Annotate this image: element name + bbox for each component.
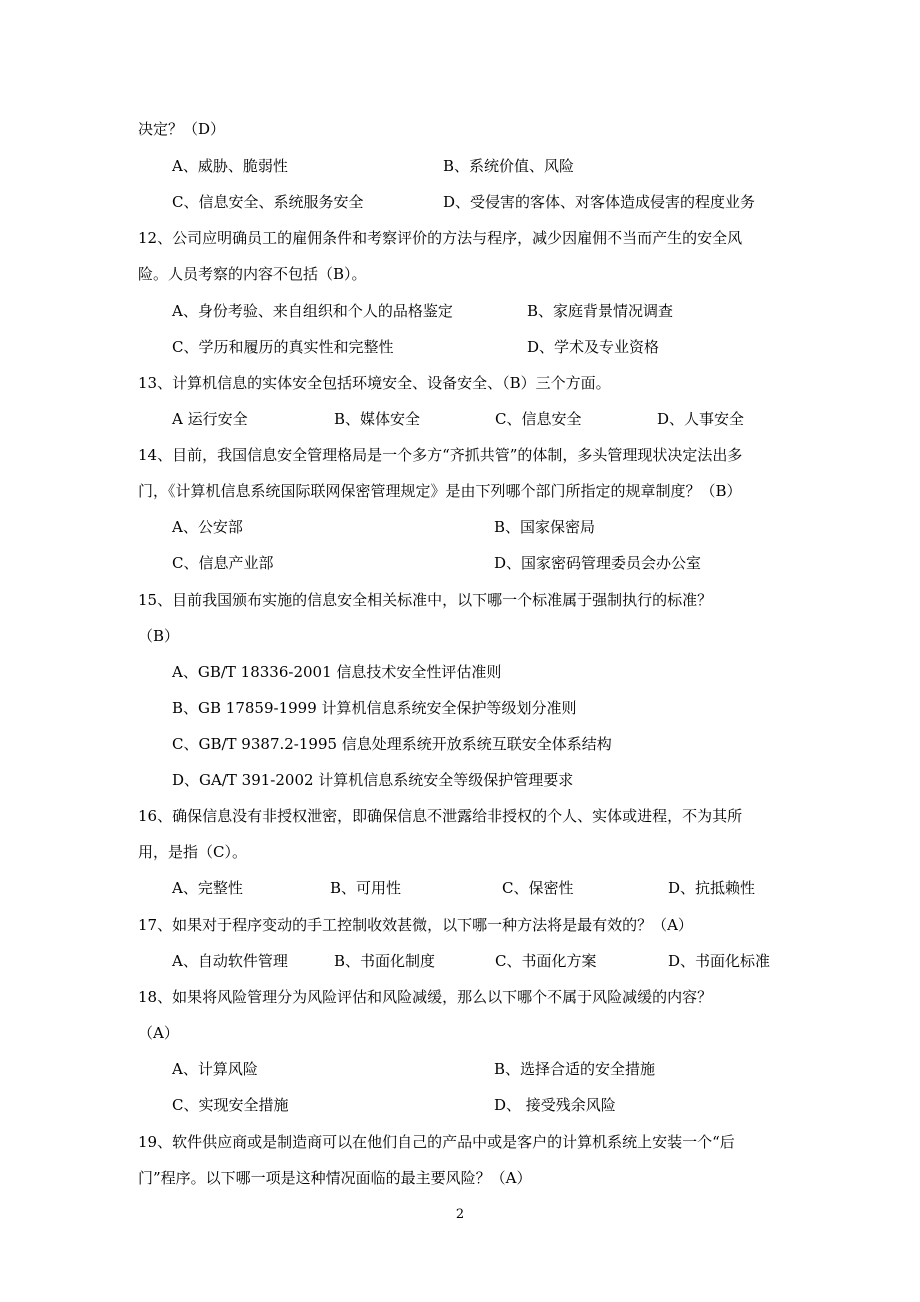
q11-option-c: C、信息安全、系统服务安全 bbox=[172, 193, 364, 211]
q15-option-d: D、GA/T 391-2002 计算机信息系统安全等级保护管理要求 bbox=[172, 771, 574, 789]
q13-option-c: C、信息安全 bbox=[495, 410, 582, 428]
question-18-line-1: 18、如果将风险管理分为风险评估和风险减缓，那么以下哪个不属于风险减缓的内容？ bbox=[138, 988, 713, 1006]
q16-option-c: C、保密性 bbox=[502, 879, 574, 897]
q17-option-b: B、书面化制度 bbox=[334, 952, 436, 970]
question-14-line-2: 门，《计算机信息系统国际联网保密管理规定》是由下列哪个部门所指定的规章制度？（B） bbox=[138, 482, 742, 500]
q17-option-d: D、书面化标准 bbox=[668, 952, 771, 970]
question-12-line-2: 险。人员考察的内容不包括（B）。 bbox=[138, 265, 367, 283]
q18-option-a: A、计算风险 bbox=[172, 1060, 258, 1078]
q12-option-b: B、家庭背景情况调查 bbox=[527, 302, 674, 320]
question-15-line-1: 15、目前我国颁布实施的信息安全相关标准中，以下哪一个标准属于强制执行的标准？ bbox=[138, 591, 713, 609]
question-19-line-1: 19、软件供应商或是制造商可以在他们自己的产品中或是客户的计算机系统上安装一个“后 bbox=[138, 1133, 735, 1151]
question-13: 13、计算机信息的实体安全包括环境安全、设备安全、（B）三个方面。 bbox=[138, 374, 611, 392]
q15-option-b: B、GB 17859-1999 计算机信息系统安全保护等级划分准则 bbox=[172, 699, 577, 717]
q13-option-d: D、人事安全 bbox=[657, 410, 745, 428]
q15-option-a: A、GB/T 18336-2001 信息技术安全性评估准则 bbox=[172, 663, 502, 681]
question-12-line-1: 12、公司应明确员工的雇佣条件和考察评价的方法与程序，减少因雇佣不当而产生的安全风 bbox=[138, 229, 743, 247]
question-14-line-1: 14、目前，我国信息安全管理格局是一个多方“齐抓共管”的体制，多头管理现状决定法出多 bbox=[138, 446, 743, 464]
q14-option-b: B、国家保密局 bbox=[494, 518, 596, 536]
q12-option-d: D、学术及专业资格 bbox=[527, 338, 660, 356]
question-16-line-2: 用，是指（C）。 bbox=[138, 843, 247, 861]
question-17: 17、如果对于程序变动的手工控制收效甚微，以下哪一种方法将是最有效的？（A） bbox=[138, 916, 693, 934]
q17-option-a: A、自动软件管理 bbox=[172, 952, 288, 970]
page-number: 2 bbox=[455, 1207, 465, 1222]
q14-option-d: D、国家密码管理委员会办公室 bbox=[494, 554, 702, 572]
q18-option-b: B、选择合适的安全措施 bbox=[494, 1060, 656, 1078]
q14-option-c: C、信息产业部 bbox=[172, 554, 274, 572]
q18-option-d: D、 接受残余风险 bbox=[494, 1096, 616, 1114]
q12-option-c: C、学历和履历的真实性和完整性 bbox=[172, 338, 394, 356]
question-11-tail: 决定？（D） bbox=[138, 120, 226, 138]
q16-option-d: D、抗抵赖性 bbox=[668, 879, 756, 897]
question-16-line-1: 16、确保信息没有非授权泄密，即确保信息不泄露给非授权的个人、实体或进程，不为其所 bbox=[138, 807, 743, 825]
q12-option-a: A、身份考验、来自组织和个人的品格鉴定 bbox=[172, 302, 453, 320]
q16-option-b: B、可用性 bbox=[330, 879, 402, 897]
q18-option-c: C、实现安全措施 bbox=[172, 1096, 289, 1114]
q11-option-d: D、受侵害的客体、对客体造成侵害的程度业务 bbox=[443, 193, 756, 211]
q16-option-a: A、完整性 bbox=[172, 879, 243, 897]
question-19-line-2: 门”程序。以下哪一项是这种情况面临的最主要风险？（A） bbox=[138, 1169, 532, 1187]
question-15-line-2: （B） bbox=[138, 627, 180, 645]
q15-option-c: C、GB/T 9387.2-1995 信息处理系统开放系统互联安全体系结构 bbox=[172, 735, 612, 753]
q14-option-a: A、公安部 bbox=[172, 518, 243, 536]
q13-option-b: B、媒体安全 bbox=[334, 410, 421, 428]
q13-option-a: A 运行安全 bbox=[172, 410, 248, 428]
q11-option-a: A、威胁、脆弱性 bbox=[172, 157, 288, 175]
question-18-line-2: （A） bbox=[138, 1024, 179, 1042]
q11-option-b: B、系统价值、风险 bbox=[443, 157, 575, 175]
q17-option-c: C、书面化方案 bbox=[495, 952, 597, 970]
